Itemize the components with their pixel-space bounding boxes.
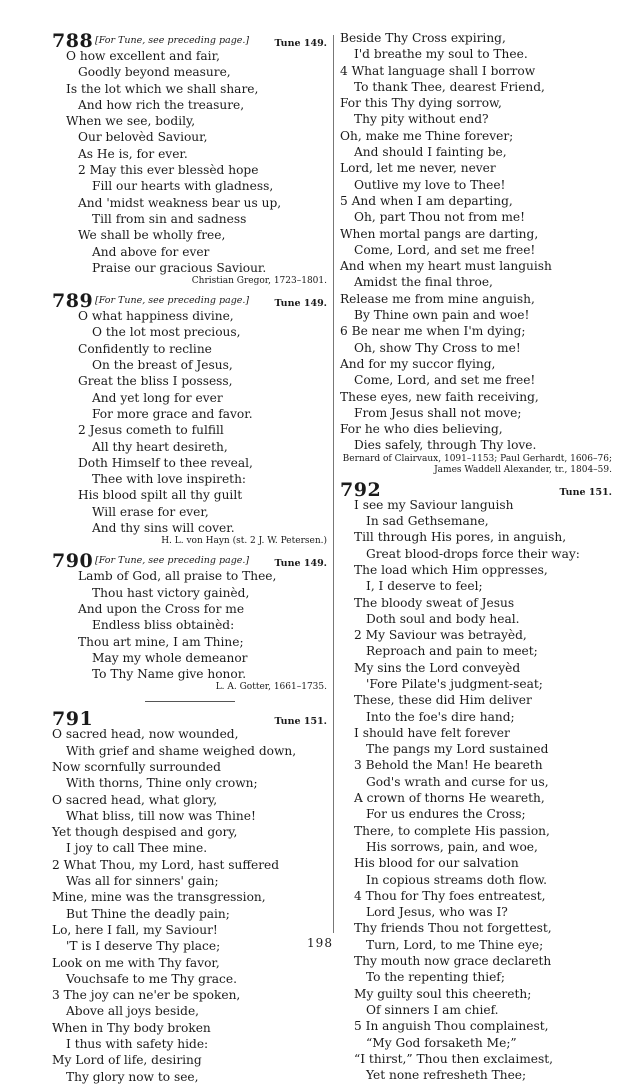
verse-line: On the breast of Jesus, bbox=[92, 358, 233, 373]
verse-line: In copious streams doth flow. bbox=[366, 872, 547, 887]
verse-line: Outlive my love to Thee! bbox=[354, 177, 506, 192]
verse-line: 4 What language shall I borrow bbox=[340, 63, 536, 78]
verse-line: Lord Jesus, who was I? bbox=[366, 905, 508, 920]
verse-line: Yet none refresheth Thee; bbox=[366, 1068, 527, 1083]
verse-line: Turn, Lord, to me Thine eye; bbox=[366, 937, 544, 952]
verse-line: Thou art mine, I am Thine; bbox=[78, 634, 244, 649]
verse-line: Thou hast victory gainèd, bbox=[92, 585, 250, 600]
hymn-header bbox=[52, 30, 327, 54]
hymn-author: Christian Gregor, 1723–1801. bbox=[191, 276, 327, 287]
verse-line: May my whole demeanor bbox=[92, 650, 248, 665]
tune-number: Tune 149. bbox=[274, 558, 327, 570]
verse-line: We shall be wholly free, bbox=[78, 228, 226, 243]
verse-line: To thank Thee, dearest Friend, bbox=[354, 79, 545, 94]
verse-line: There, to complete His passion, bbox=[354, 823, 550, 838]
verse-line: As He is, for ever. bbox=[78, 146, 188, 161]
verse-line: Look on me with Thy favor, bbox=[52, 955, 220, 970]
verse-line: Will erase for ever, bbox=[92, 504, 209, 519]
verse-line: Oh, make me Thine forever; bbox=[340, 128, 514, 143]
tune-reference-note: [For Tune, see preceding page.] bbox=[95, 295, 250, 307]
verse-line: I should have felt forever bbox=[354, 725, 510, 740]
verse-line: Thee with love inspireth: bbox=[92, 472, 247, 487]
verse-line: For more grace and favor. bbox=[92, 406, 253, 421]
verse-line: 2 Jesus cometh to fulfill bbox=[78, 423, 224, 438]
verse-line: Doth Himself to thee reveal, bbox=[78, 455, 253, 470]
column-divider bbox=[333, 35, 334, 933]
verse-line: And should I fainting be, bbox=[354, 145, 507, 160]
verse-line: A crown of thorns He weareth, bbox=[354, 791, 545, 806]
verse-line: From Jesus shall not move; bbox=[354, 405, 522, 420]
verse-line: But Thine the deadly pain; bbox=[66, 906, 230, 921]
verse-line: Lord, let me never, never bbox=[340, 161, 496, 176]
hymn-author: H. L. von Hayn (st. 2 J. W. Petersen.) bbox=[161, 536, 327, 547]
verse-line: The pangs my Lord sustained bbox=[366, 742, 549, 757]
hymn-block bbox=[52, 290, 327, 547]
verse-line: And when my heart must languish bbox=[340, 259, 552, 274]
verse-line: 3 Behold the Man! He beareth bbox=[354, 758, 543, 773]
page-number: 198 bbox=[307, 936, 333, 950]
verse-line: Praise our gracious Saviour. bbox=[92, 260, 267, 275]
verse-line: “My God forsaketh Me;” bbox=[366, 1035, 517, 1050]
verse-line: When we see, bodily, bbox=[66, 114, 196, 129]
verse-line: Goodly beyond measure, bbox=[78, 65, 231, 80]
verse-line: O how excellent and fair, bbox=[66, 49, 220, 63]
verse-line: 3 The joy can ne'er be spoken, bbox=[52, 988, 241, 1003]
verse-line: These, these did Him deliver bbox=[354, 693, 532, 708]
verse-line: Endless bliss obtainèd: bbox=[92, 618, 235, 633]
verse-line: Amidst the final throe, bbox=[354, 275, 493, 290]
hymn-number: 790 bbox=[52, 550, 94, 573]
verse-line: 2 My Saviour was betrayèd, bbox=[354, 628, 527, 643]
verse-line: And upon the Cross for me bbox=[78, 601, 245, 616]
verse-line: His blood for our salvation bbox=[354, 856, 519, 871]
verse-line: Doth soul and body heal. bbox=[366, 611, 520, 626]
verse-line: Till through His pores, in anguish, bbox=[354, 530, 567, 545]
verse-line: I joy to call Thee mine. bbox=[66, 841, 208, 856]
verse-line: In sad Gethsemane, bbox=[366, 514, 489, 529]
hymn-number: 791 bbox=[52, 708, 94, 731]
verse-line: And above for ever bbox=[92, 244, 210, 259]
verse-line: My guilty soul this cheereth; bbox=[354, 986, 532, 1001]
tune-reference-note: [For Tune, see preceding page.] bbox=[95, 35, 250, 46]
verse-line: Oh, part Thou not from me! bbox=[354, 210, 526, 225]
verse-line: 5 In anguish Thou complainest, bbox=[354, 1019, 549, 1034]
verse-line: All thy heart desireth, bbox=[92, 439, 228, 454]
verse-line: Beside Thy Cross expiring, bbox=[340, 31, 506, 45]
verse-line: My sins the Lord conveyèd bbox=[354, 660, 521, 675]
hymn-header bbox=[52, 708, 327, 732]
tune-number: Tune 151. bbox=[559, 486, 612, 498]
verse-line: “I thirst,” Thou then exclaimest, bbox=[354, 1051, 554, 1066]
verse-line: These eyes, new faith receiving, bbox=[340, 389, 539, 404]
verse-line: Above all joys beside, bbox=[66, 1004, 200, 1019]
verse-line: When in Thy body broken bbox=[52, 1020, 211, 1035]
tune-number: Tune 151. bbox=[274, 716, 327, 728]
verse-line: To Thy Name give honor. bbox=[92, 667, 247, 682]
verse-line: Great the bliss I possess, bbox=[78, 374, 233, 389]
verse-line: Thy glory now to see, bbox=[66, 1069, 199, 1084]
verse-line: O sacred head, what glory, bbox=[52, 792, 218, 807]
verse-line: Thy mouth now grace declareth bbox=[354, 954, 552, 969]
verse-line: O the lot most precious, bbox=[92, 325, 241, 340]
verse-line: I thus with safety hide: bbox=[66, 1037, 209, 1052]
verse-line: For he who dies believing, bbox=[340, 422, 503, 437]
verse-line: The load which Him oppresses, bbox=[354, 562, 548, 577]
verse-line: Fill our hearts with gladness, bbox=[92, 179, 274, 194]
verse-line: And for my succor flying, bbox=[340, 356, 496, 371]
verse-line: Of sinners I am chief. bbox=[366, 1002, 499, 1017]
verse-line: Was all for sinners' gain; bbox=[66, 874, 219, 889]
verse-line: O sacred head, now wounded, bbox=[52, 727, 239, 742]
verse-line: 6 Be near me when I'm dying; bbox=[340, 324, 526, 339]
verse-line: 5 And when I am departing, bbox=[340, 193, 513, 208]
verse-line: God's wrath and curse for us, bbox=[366, 774, 549, 789]
tune-number: Tune 149. bbox=[274, 298, 327, 310]
verse-line: 2 What Thou, my Lord, hast suffered bbox=[52, 857, 280, 872]
verse-line: Come, Lord, and set me free! bbox=[354, 373, 536, 388]
hymn-header bbox=[52, 290, 327, 314]
hymn-block bbox=[340, 30, 612, 476]
verse-line: Confidently to recline bbox=[78, 341, 212, 356]
verse-line: Lo, here I fall, my Saviour! bbox=[52, 922, 218, 937]
hymn-block bbox=[52, 550, 327, 702]
verse-line: 4 Thou for Thy foes entreatest, bbox=[354, 888, 546, 903]
verse-line: Reproach and pain to meet; bbox=[366, 644, 538, 659]
verse-line: Release me from mine anguish, bbox=[340, 291, 535, 306]
verse-line: And thy sins will cover. bbox=[92, 521, 235, 536]
verse-line: What bliss, till now was Thine! bbox=[66, 808, 256, 823]
verse-line: I, I deserve to feel; bbox=[366, 579, 483, 594]
hymn-header bbox=[52, 550, 327, 574]
verse-line: Thy friends Thou not forgettest, bbox=[354, 921, 552, 936]
verse-line: With thorns, Thine only crown; bbox=[66, 776, 258, 791]
verse-line: Mine, mine was the transgression, bbox=[52, 890, 266, 905]
verse-line: Now scornfully surrounded bbox=[52, 759, 221, 774]
verse-line: For this Thy dying sorrow, bbox=[340, 96, 502, 111]
verse-line: Lamb of God, all praise to Thee, bbox=[78, 569, 277, 584]
verse-line: I'd breathe my soul to Thee. bbox=[354, 47, 528, 62]
verse-line: Dies safely, through Thy love. bbox=[354, 438, 537, 453]
verse-line: Our belovèd Saviour, bbox=[78, 130, 208, 145]
hymn-block bbox=[52, 30, 327, 287]
verse-line: His sorrows, pain, and woe, bbox=[366, 839, 538, 854]
verse-line: Is the lot which we shall share, bbox=[66, 81, 259, 96]
hymn-number: 789 bbox=[52, 290, 94, 313]
verse-line: My Lord of life, desiring bbox=[52, 1053, 202, 1068]
left-column bbox=[52, 30, 327, 1085]
verse-line: Thy pity without end? bbox=[354, 112, 489, 127]
hymn-block bbox=[340, 479, 612, 1084]
verse-line: Vouchsafe to me Thy grace. bbox=[66, 971, 237, 986]
verse-line: And how rich the treasure, bbox=[78, 97, 245, 112]
tune-number: Tune 149. bbox=[274, 38, 327, 49]
verse-line: The bloody sweat of Jesus bbox=[354, 595, 515, 610]
right-column bbox=[340, 30, 612, 1083]
verse-line: And 'midst weakness bear us up, bbox=[78, 195, 282, 210]
verse-line: When mortal pangs are darting, bbox=[340, 226, 539, 241]
verse-line: Till from sin and sadness bbox=[92, 211, 247, 226]
verse-line: By Thine own pain and woe! bbox=[354, 308, 530, 323]
tune-reference-note: [For Tune, see preceding page.] bbox=[95, 555, 250, 567]
verse-line: With grief and shame weighed down, bbox=[66, 743, 297, 758]
verse-line: 2 May this ever blessèd hope bbox=[78, 163, 259, 178]
hymn-number: 792 bbox=[340, 478, 382, 501]
hymn-block bbox=[52, 708, 327, 1085]
verse-line: Great blood-drops force their way: bbox=[366, 546, 580, 561]
hymn-author: L. A. Gotter, 1661–1735. bbox=[215, 682, 327, 693]
verse-line: Oh, show Thy Cross to me! bbox=[354, 340, 521, 355]
verse-line: 'T is I deserve Thy place; bbox=[66, 939, 221, 954]
hymn-author: Bernard of Clairvaux, 1091–1153; Paul Gerhardt, 1606–76; James Waddell Alexander, tr., 1804–59. bbox=[342, 453, 612, 475]
verse-line: 'Fore Pilate's judgment-seat; bbox=[366, 676, 543, 691]
hymn-separator bbox=[145, 701, 235, 702]
verse-line: His blood spilt all thy guilt bbox=[78, 488, 243, 503]
verse-line: Come, Lord, and set me free! bbox=[354, 242, 536, 257]
verse-line: I see my Saviour languish bbox=[354, 497, 514, 512]
verse-line: For us endures the Cross; bbox=[366, 807, 526, 822]
hymn-number: 788 bbox=[52, 30, 94, 52]
verse-line: O what happiness divine, bbox=[78, 309, 234, 324]
verse-line: And yet long for ever bbox=[92, 390, 223, 405]
verse-line: Yet though despised and gory, bbox=[52, 825, 238, 840]
verse-line: Into the foe's dire hand; bbox=[366, 709, 515, 724]
verse-line: To the repenting thief; bbox=[366, 970, 505, 985]
hymn-header bbox=[340, 479, 612, 503]
